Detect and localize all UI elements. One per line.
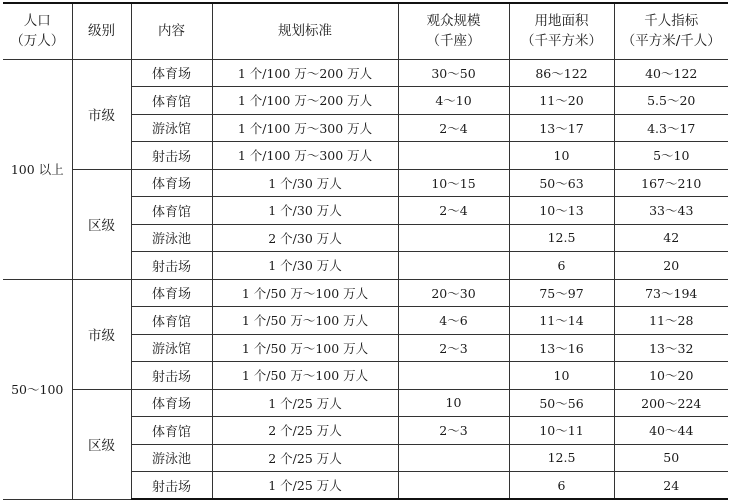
header-population-line1: 人口 xyxy=(23,13,51,30)
per-thousand-index-cell: 4.3～17 xyxy=(614,114,728,142)
standard-cell: 1 个/25 万人 xyxy=(212,472,398,500)
per-thousand-index-cell: 24 xyxy=(614,472,728,500)
land-area-cell: 6 xyxy=(509,472,614,500)
standard-cell: 1 个/50 万～100 万人 xyxy=(212,362,398,390)
venue-cell: 游泳池 xyxy=(131,444,212,472)
standard-cell: 1 个/100 万～300 万人 xyxy=(212,142,398,170)
capacity-cell: 4～10 xyxy=(398,87,509,115)
header-index-line1: 千人指标 xyxy=(644,13,699,30)
header-population-line2: （万人） xyxy=(10,33,65,50)
per-thousand-index-cell: 167～210 xyxy=(614,169,728,197)
header-capacity-line1: 观众规模 xyxy=(426,13,481,30)
table-header-row xyxy=(3,3,728,59)
venue-cell: 体育馆 xyxy=(131,417,212,445)
level-cell: 市级 xyxy=(72,59,131,169)
standard-cell: 1 个/50 万～100 万人 xyxy=(212,307,398,335)
venue-cell: 游泳馆 xyxy=(131,334,212,362)
venue-cell: 体育场 xyxy=(131,169,212,197)
venue-cell: 体育场 xyxy=(131,59,212,87)
land-area-cell: 12.5 xyxy=(509,224,614,252)
venue-cell: 射击场 xyxy=(131,252,212,280)
table-body xyxy=(3,59,728,499)
standard-cell: 1 个/100 万～300 万人 xyxy=(212,114,398,142)
venue-cell: 体育馆 xyxy=(131,87,212,115)
standard-cell: 2 个/25 万人 xyxy=(212,444,398,472)
venue-cell: 体育场 xyxy=(131,389,212,417)
per-thousand-index-cell: 5.5～20 xyxy=(614,87,728,115)
per-thousand-index-cell: 33～43 xyxy=(614,197,728,225)
land-area-cell: 10～11 xyxy=(509,417,614,445)
per-thousand-index-cell: 11～28 xyxy=(614,307,728,335)
per-thousand-index-cell: 40～122 xyxy=(614,59,728,87)
population-cell: 50～100 xyxy=(3,279,72,499)
capacity-cell xyxy=(398,444,509,472)
level-cell: 区级 xyxy=(72,389,131,499)
land-area-cell: 10 xyxy=(509,142,614,170)
capacity-cell: 2～3 xyxy=(398,334,509,362)
venue-cell: 体育馆 xyxy=(131,307,212,335)
standard-cell: 1 个/50 万～100 万人 xyxy=(212,279,398,307)
capacity-cell: 2～4 xyxy=(398,197,509,225)
capacity-cell: 20～30 xyxy=(398,279,509,307)
land-area-cell: 10～13 xyxy=(509,197,614,225)
standard-cell: 2 个/25 万人 xyxy=(212,417,398,445)
capacity-cell xyxy=(398,362,509,390)
standard-cell: 2 个/30 万人 xyxy=(212,224,398,252)
venue-cell: 射击场 xyxy=(131,362,212,390)
header-index-line2: （平方米/千人） xyxy=(621,33,721,50)
header-standard: 规划标准 xyxy=(212,3,398,59)
standard-cell: 1 个/100 万～200 万人 xyxy=(212,87,398,115)
per-thousand-index-cell: 42 xyxy=(614,224,728,252)
sports-facility-standards-table xyxy=(3,2,728,500)
venue-cell: 射击场 xyxy=(131,142,212,170)
capacity-cell: 2～4 xyxy=(398,114,509,142)
header-land-line1: 用地面积 xyxy=(534,13,589,30)
per-thousand-index-cell: 200～224 xyxy=(614,389,728,417)
venue-cell: 游泳池 xyxy=(131,224,212,252)
capacity-cell: 10 xyxy=(398,389,509,417)
header-level: 级别 xyxy=(72,3,131,59)
standard-cell: 1 个/25 万人 xyxy=(212,389,398,417)
table-row xyxy=(3,59,728,87)
land-area-cell: 50～56 xyxy=(509,389,614,417)
land-area-cell: 13～17 xyxy=(509,114,614,142)
land-area-cell: 50～63 xyxy=(509,169,614,197)
per-thousand-index-cell: 40～44 xyxy=(614,417,728,445)
table-row xyxy=(3,389,728,417)
land-area-cell: 6 xyxy=(509,252,614,280)
capacity-cell: 10～15 xyxy=(398,169,509,197)
land-area-cell: 11～14 xyxy=(509,307,614,335)
capacity-cell: 30～50 xyxy=(398,59,509,87)
per-thousand-index-cell: 5～10 xyxy=(614,142,728,170)
per-thousand-index-cell: 13～32 xyxy=(614,334,728,362)
standard-cell: 1 个/50 万～100 万人 xyxy=(212,334,398,362)
header-capacity xyxy=(398,3,509,59)
header-per-thousand-index xyxy=(614,3,728,59)
level-cell: 市级 xyxy=(72,279,131,389)
header-land-line2: （千平方米） xyxy=(521,33,602,50)
standard-cell: 1 个/30 万人 xyxy=(212,169,398,197)
venue-cell: 游泳馆 xyxy=(131,114,212,142)
venue-cell: 体育馆 xyxy=(131,197,212,225)
header-land-area xyxy=(509,3,614,59)
per-thousand-index-cell: 10～20 xyxy=(614,362,728,390)
standard-cell: 1 个/100 万～200 万人 xyxy=(212,59,398,87)
land-area-cell: 11～20 xyxy=(509,87,614,115)
population-cell: 100 以上 xyxy=(3,59,72,279)
level-cell: 区级 xyxy=(72,169,131,279)
table-row xyxy=(3,279,728,307)
capacity-cell xyxy=(398,252,509,280)
land-area-cell: 10 xyxy=(509,362,614,390)
land-area-cell: 12.5 xyxy=(509,444,614,472)
land-area-cell: 86～122 xyxy=(509,59,614,87)
header-population xyxy=(3,3,72,59)
header-content: 内容 xyxy=(131,3,212,59)
per-thousand-index-cell: 50 xyxy=(614,444,728,472)
standard-cell: 1 个/30 万人 xyxy=(212,197,398,225)
venue-cell: 射击场 xyxy=(131,472,212,500)
land-area-cell: 13～16 xyxy=(509,334,614,362)
land-area-cell: 75～97 xyxy=(509,279,614,307)
header-capacity-line2: （千座） xyxy=(426,33,481,50)
per-thousand-index-cell: 73～194 xyxy=(614,279,728,307)
capacity-cell xyxy=(398,224,509,252)
table-row xyxy=(3,169,728,197)
capacity-cell: 4～6 xyxy=(398,307,509,335)
venue-cell: 体育场 xyxy=(131,279,212,307)
capacity-cell xyxy=(398,142,509,170)
per-thousand-index-cell: 20 xyxy=(614,252,728,280)
capacity-cell: 2～3 xyxy=(398,417,509,445)
standard-cell: 1 个/30 万人 xyxy=(212,252,398,280)
capacity-cell xyxy=(398,472,509,500)
